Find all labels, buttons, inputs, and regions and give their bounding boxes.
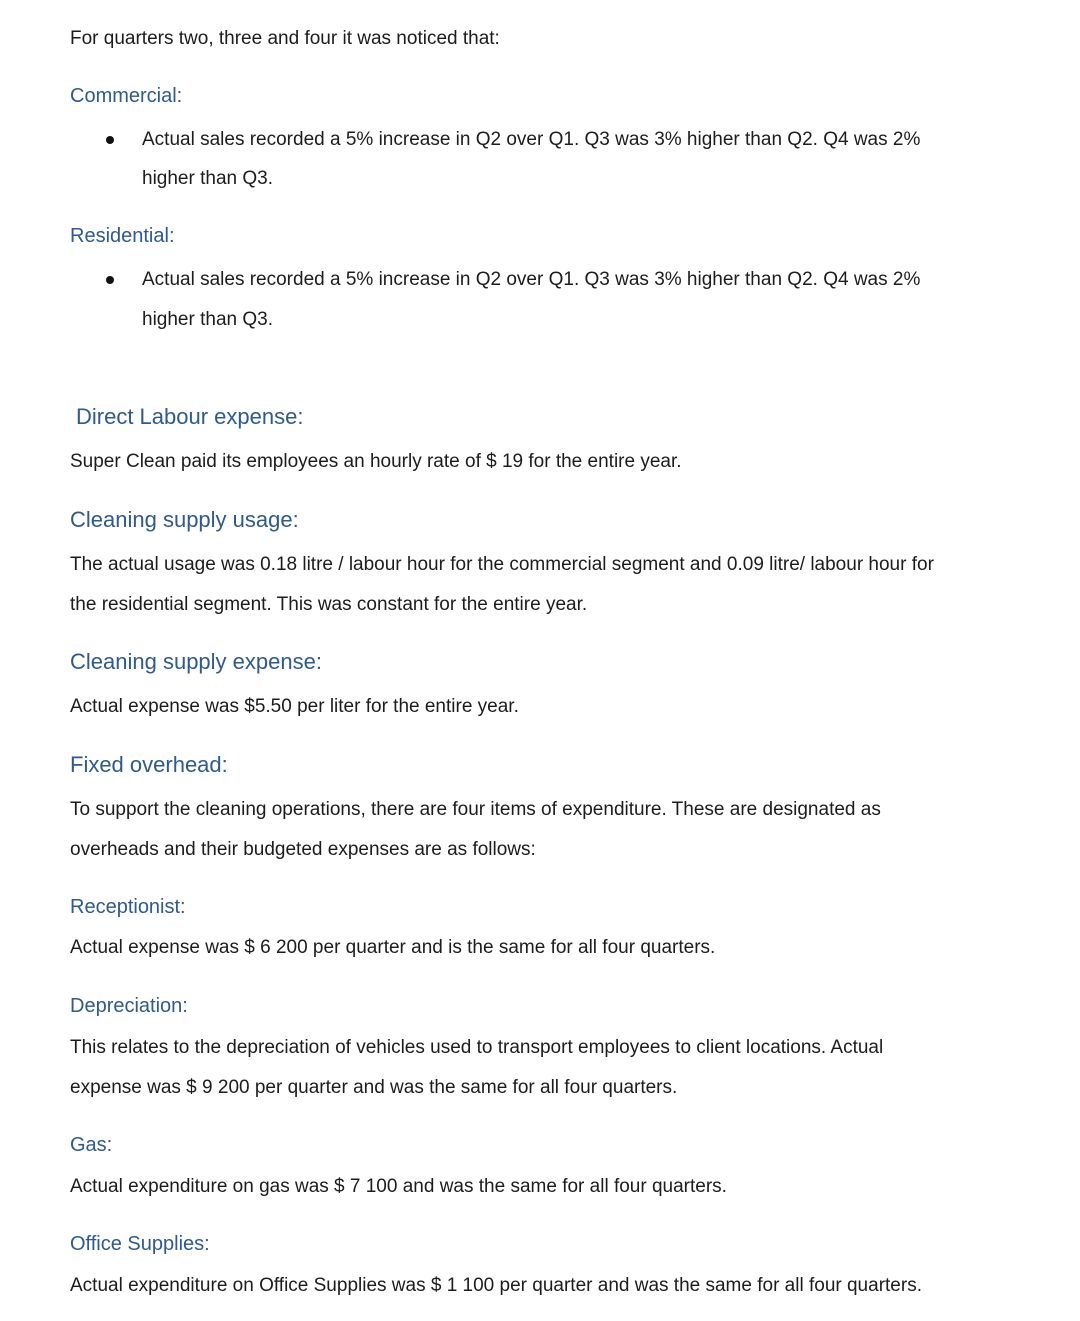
office-supplies-heading: Office Supplies:	[70, 1233, 210, 1255]
fixed-overhead-line-1: To support the cleaning operations, there are four items of expenditure. These are designated as	[70, 799, 881, 820]
commercial-heading: Commercial:	[70, 85, 183, 107]
commercial-bullet-line-2: higher than Q3.	[142, 168, 273, 189]
supply-usage-line-2: the residential segment. This was constant for the entire year.	[70, 594, 588, 615]
receptionist-heading: Receptionist:	[70, 896, 186, 918]
receptionist-text: Actual expense was $ 6 200 per quarter and is the same for all four quarters.	[70, 937, 716, 958]
gas-heading: Gas:	[70, 1134, 113, 1156]
residential-bullet-line-2: higher than Q3.	[142, 309, 273, 330]
supply-usage-heading: Cleaning supply usage:	[70, 507, 299, 532]
residential-bullet-line-1: Actual sales recorded a 5% increase in Q2 over Q1. Q3 was 3% higher than Q2. Q4 was 2%	[142, 269, 921, 290]
direct-labour-heading: Direct Labour expense:	[76, 404, 304, 429]
direct-labour-text: Super Clean paid its employees an hourly rate of $ 19 for the entire year.	[70, 451, 682, 472]
supply-expense-text: Actual expense was $5.50 per liter for the entire year.	[70, 696, 519, 717]
office-supplies-text: Actual expenditure on Office Supplies was $ 1 100 per quarter and was the same for all four quarters.	[70, 1275, 922, 1296]
commercial-bullet-line-1: Actual sales recorded a 5% increase in Q2 over Q1. Q3 was 3% higher than Q2. Q4 was 2%	[142, 129, 921, 150]
residential-heading: Residential:	[70, 225, 175, 247]
commercial-bullet-icon	[106, 136, 114, 144]
gas-text: Actual expenditure on gas was $ 7 100 and was the same for all four quarters.	[70, 1176, 727, 1197]
supply-usage-line-1: The actual usage was 0.18 litre / labour hour for the commercial segment and 0.09 litre/ labour hour for	[70, 554, 934, 575]
depreciation-line-2: expense was $ 9 200 per quarter and was the same for all four quarters.	[70, 1077, 678, 1098]
fixed-overhead-heading: Fixed overhead:	[70, 752, 228, 777]
intro-text: For quarters two, three and four it was noticed that:	[70, 28, 500, 49]
depreciation-line-1: This relates to the depreciation of vehicles used to transport employees to client locations. Actual	[70, 1037, 884, 1058]
depreciation-heading: Depreciation:	[70, 995, 188, 1017]
fixed-overhead-line-2: overheads and their budgeted expenses are as follows:	[70, 839, 536, 860]
supply-expense-heading: Cleaning supply expense:	[70, 649, 322, 674]
residential-bullet-icon	[106, 276, 114, 284]
